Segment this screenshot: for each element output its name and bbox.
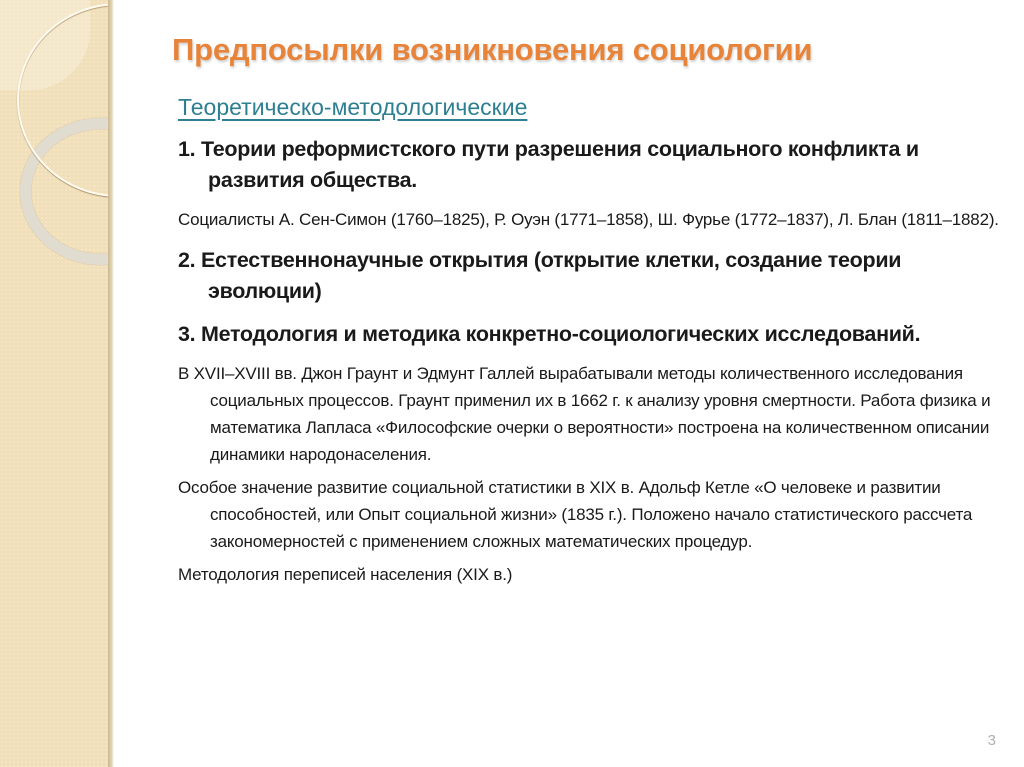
decorative-sidebar	[0, 0, 110, 767]
slide-title: Предпосылки возникновения социологии	[172, 32, 813, 67]
point-3-detail-census: Методология переписей населения (XIX в.)	[178, 565, 513, 584]
point-2-heading: 2. Естественнонаучные открытия (открытие клетки, создание теории эволюции)	[178, 248, 902, 303]
sidebar-edge	[108, 0, 114, 767]
slide-subtitle: Теоретическо-методологические	[178, 94, 528, 120]
point-3-heading: 3. Методология и методика конкретно-социологических исследований.	[178, 322, 921, 346]
point-3-detail-graunt: В XVII–XVIII вв. Джон Граунт и Эдмунт Галлей вырабатывали методы количественного исследования социальных процессов. Граунт применил их в 1662 г. к анализу уровня смертности. Работа физика и математика Лапласа «Философские очерки о вероятности» построена на количественном описании динамики народонаселения.	[178, 364, 991, 464]
slide-content	[172, 28, 1004, 588]
slide-number: 3	[987, 732, 996, 749]
point-1-detail: Социалисты А. Сен-Симон (1760–1825), Р. Оуэн (1771–1858), Ш. Фурье (1772–1837), Л. Блан (1811–1882).	[178, 210, 999, 229]
point-3-detail-quetelet: Особое значение развитие социальной статистики в XIX в. Адольф Кетле «О человеке и развитии способностей, или Опыт социальной жизни» (1835 г.). Положено начало статистического рассчета закономерностей с применением сложных математических процедур.	[178, 478, 973, 551]
point-1-heading: 1. Теории реформистского пути разрешения социального конфликта и развития общества.	[178, 137, 919, 192]
